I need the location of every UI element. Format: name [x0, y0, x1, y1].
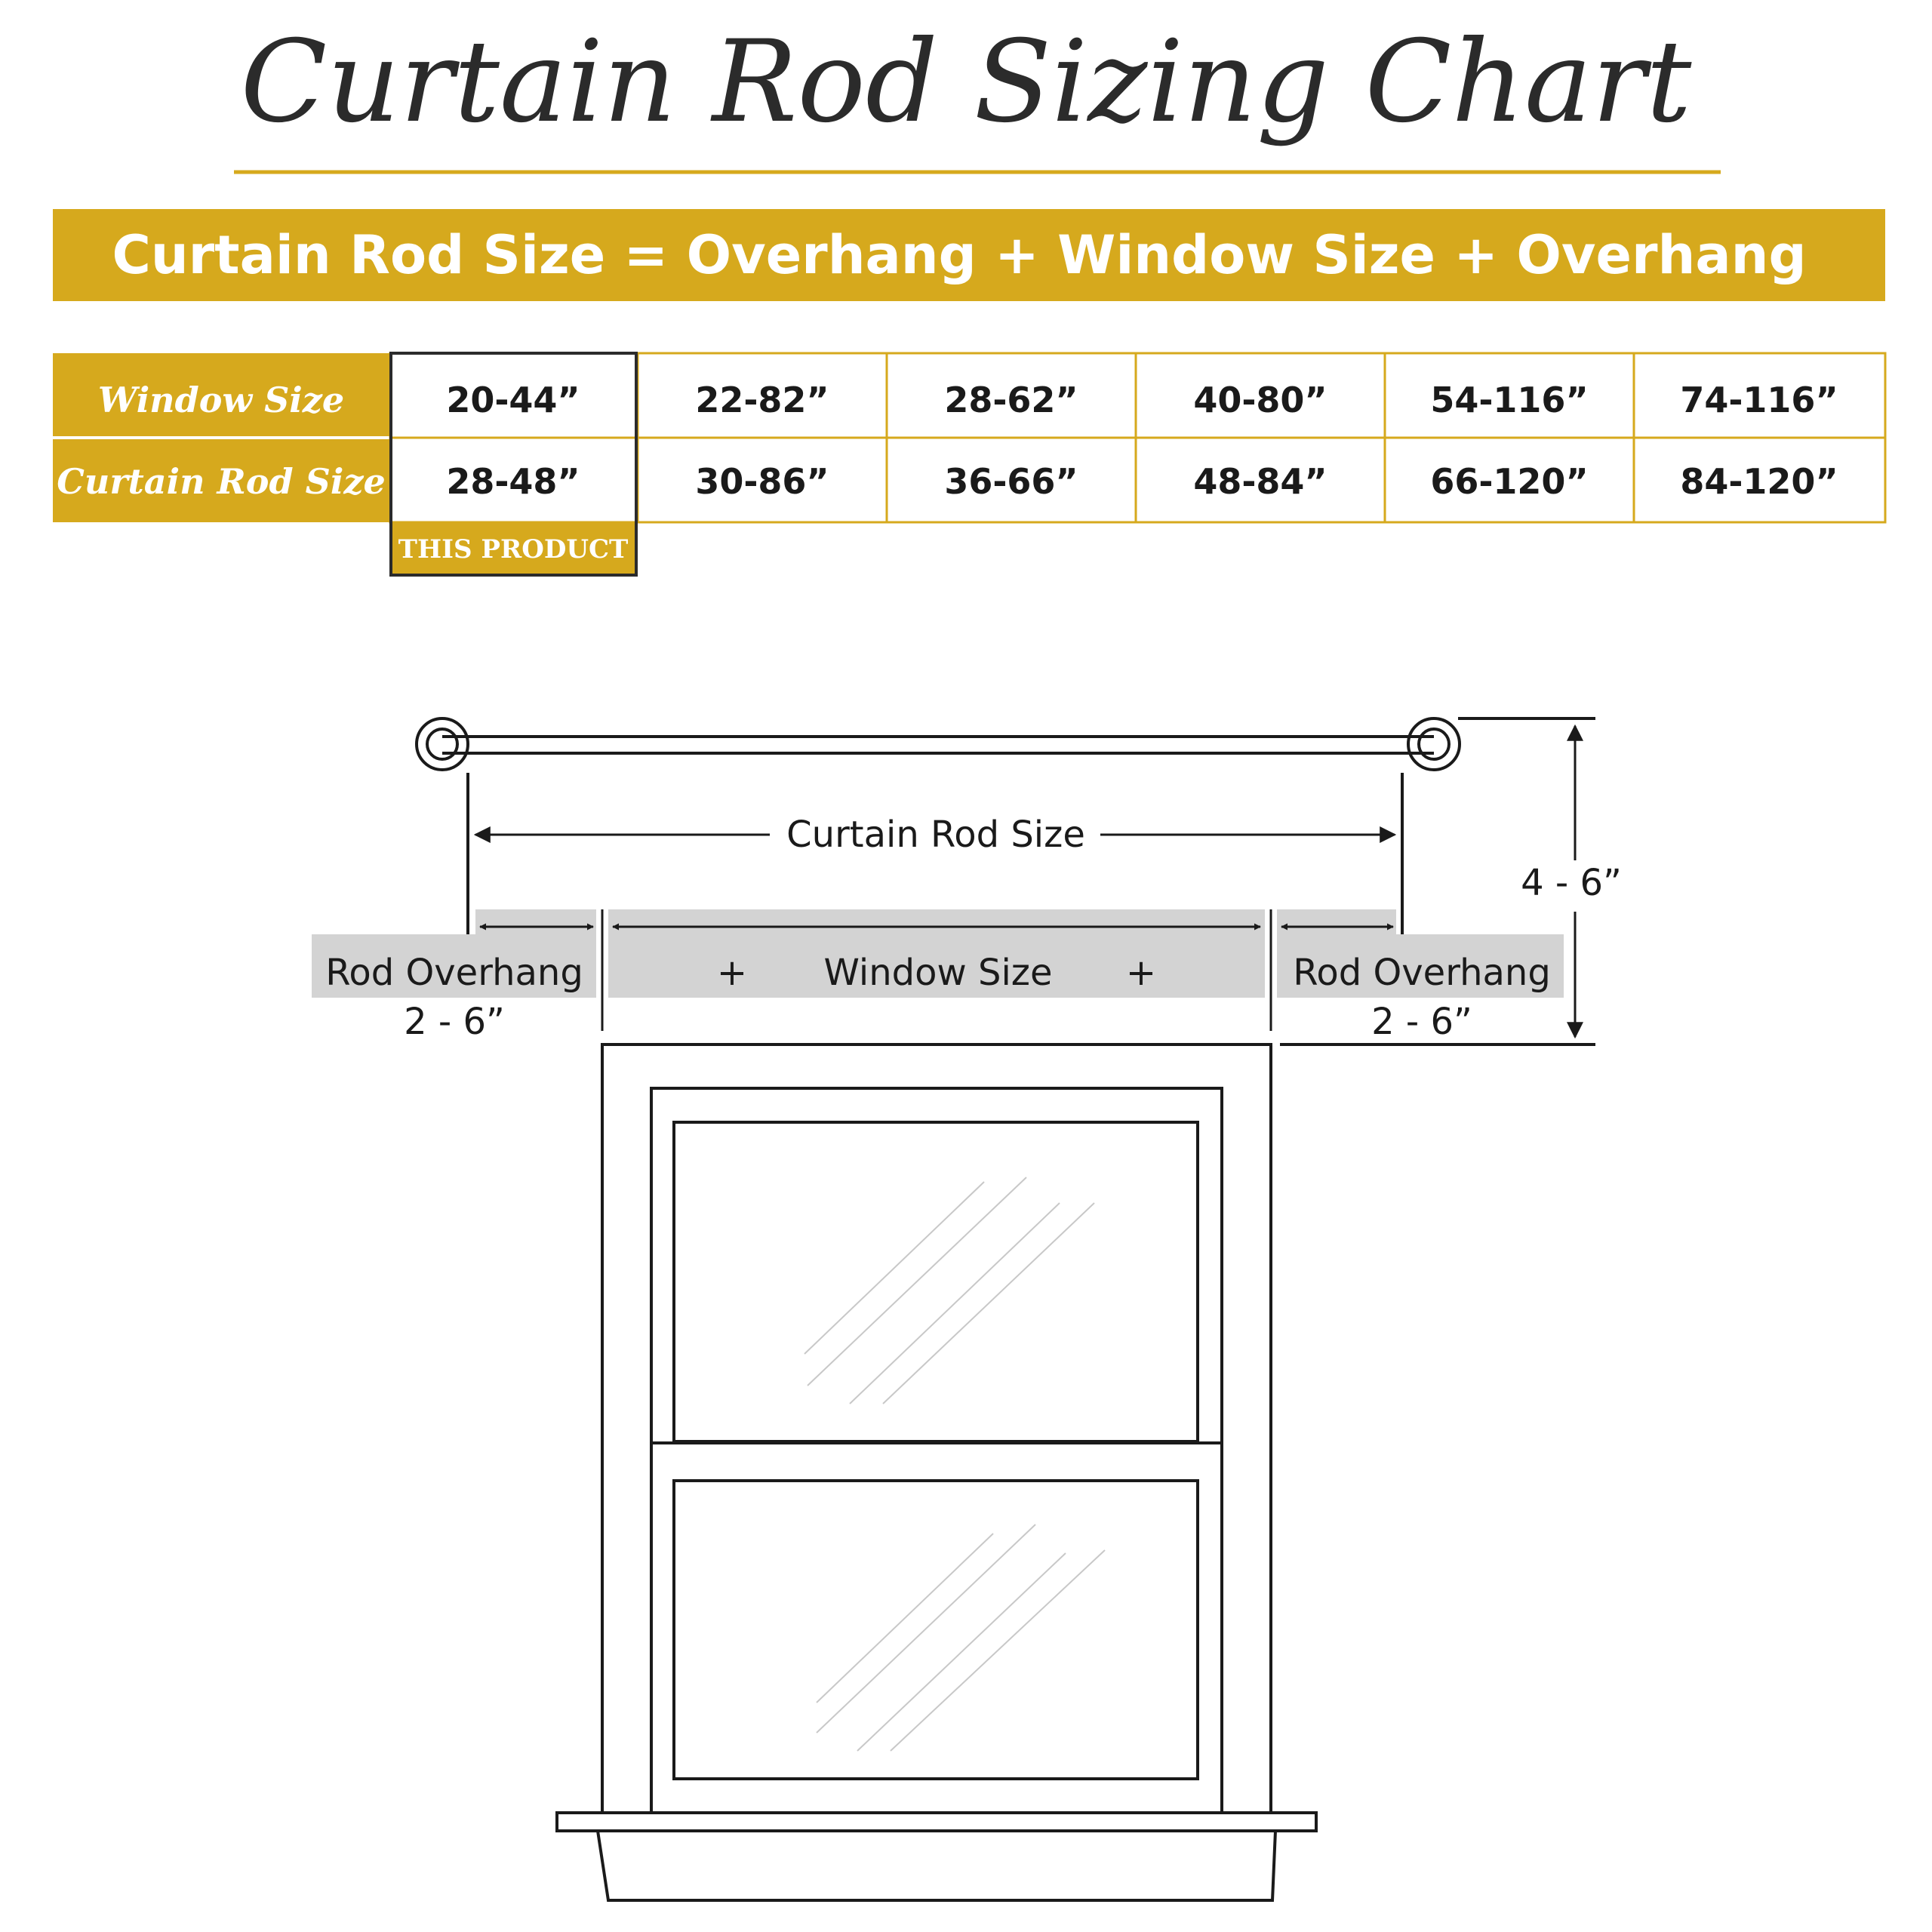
rod-size-cell: 66-120”	[1430, 461, 1589, 502]
window-size-cell: 20-44”	[446, 380, 580, 420]
product-tag: THIS PRODUCT	[398, 534, 629, 565]
plus-sign: +	[1125, 952, 1157, 994]
left-overhang-value: 2 - 6”	[404, 1001, 505, 1043]
glass-reflection	[804, 1177, 1105, 1751]
window-size-cell: 40-80”	[1193, 380, 1327, 420]
formula-text: Curtain Rod Size = Overhang + Window Size + Overhang	[112, 224, 1807, 286]
rod-size-label: Curtain Rod Size	[786, 814, 1085, 856]
curtain-rod-icon	[417, 718, 1460, 770]
rod-size-cell: 30-86”	[695, 461, 829, 502]
right-overhang-value: 2 - 6”	[1371, 1001, 1472, 1043]
window-size-cell: 74-116”	[1680, 380, 1838, 420]
row-label-window-size: Window Size	[97, 380, 345, 420]
window-size-label: Window Size	[823, 952, 1053, 994]
window-size-cell: 22-82”	[695, 380, 829, 420]
plus-sign: +	[716, 952, 748, 994]
rod-size-cell: 28-48”	[446, 461, 580, 502]
rod-size-cell: 36-66”	[944, 461, 1078, 502]
rod-size-cell: 84-120”	[1680, 461, 1838, 502]
sizing-table	[53, 353, 1885, 575]
rod-size-cell: 48-84”	[1193, 461, 1327, 502]
window-icon	[557, 1044, 1316, 1900]
row-label-rod-size: Curtain Rod Size	[57, 461, 386, 502]
window-size-cell: 54-116”	[1430, 380, 1589, 420]
page-title: Curtain Rod Sizing Chart	[240, 17, 1692, 148]
rod-height-value: 4 - 6”	[1521, 862, 1622, 904]
left-overhang-label: Rod Overhang	[325, 952, 583, 994]
right-overhang-label: Rod Overhang	[1293, 952, 1551, 994]
window-size-cell: 28-62”	[944, 380, 1078, 420]
